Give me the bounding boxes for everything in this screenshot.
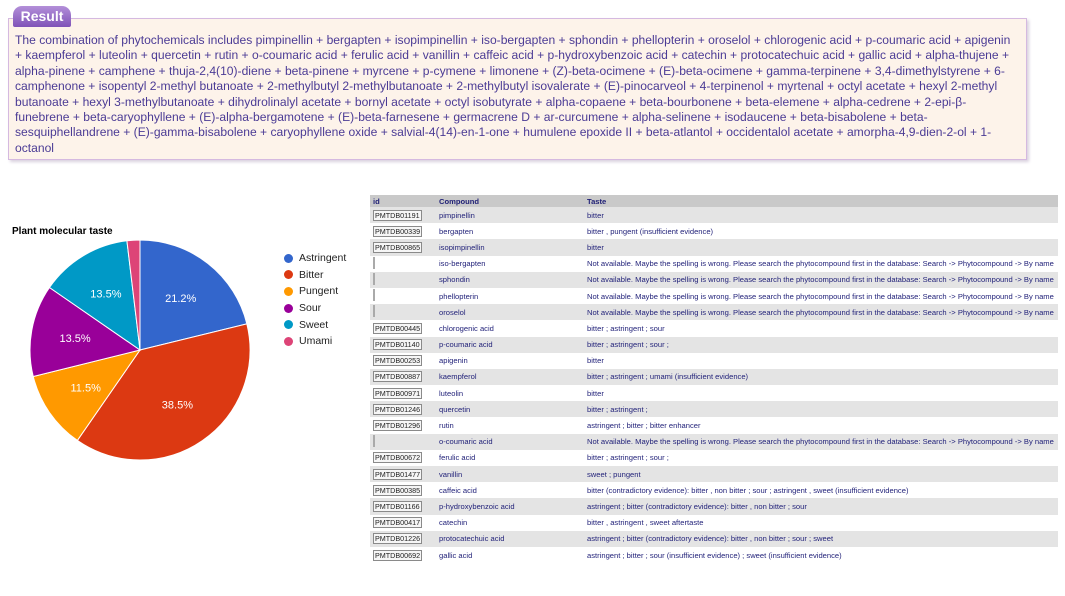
id-cell	[370, 304, 436, 320]
compound-id-field[interactable]	[373, 305, 375, 317]
pie-data-label: 13.5%	[90, 288, 122, 301]
compound-cell: o-coumaric acid	[436, 434, 584, 450]
taste-cell: Not available. Maybe the spelling is wrong. Please search the phytocompound first in the database: Search -> Phytocompound -> By name	[584, 434, 1058, 450]
table-row	[370, 304, 1058, 320]
id-cell	[370, 272, 436, 288]
taste-cell: bitter ; astringent ; sour ;	[584, 337, 1058, 353]
legend-item-astringent	[284, 250, 346, 267]
compound-id-field[interactable]	[373, 435, 375, 447]
table-header-row	[370, 195, 1058, 207]
table-row	[370, 515, 1058, 531]
header-id: id	[370, 195, 436, 207]
compound-id-field[interactable]: PMTDB00672	[375, 453, 421, 463]
taste-cell: astringent ; bitter (contradictory evidence): bitter , non bitter ; sour ; sweet	[584, 531, 1058, 547]
taste-cell: astringent ; bitter (contradictory evidence): bitter , non bitter ; sour	[584, 498, 1058, 514]
header-taste: Taste	[584, 195, 1058, 207]
legend-swatch	[284, 320, 293, 329]
taste-cell: astringent ; bitter ; sour (insufficient evidence) ; sweet (insufficient evidence)	[584, 547, 1058, 563]
id-cell	[370, 369, 436, 385]
compound-id-field[interactable]: PMTDB00692	[375, 550, 421, 560]
table-row	[370, 272, 1058, 288]
legend-swatch	[284, 270, 293, 279]
taste-cell: bitter	[584, 207, 1058, 223]
legend-swatch	[284, 254, 293, 263]
table-row	[370, 466, 1058, 482]
table-row	[370, 547, 1058, 563]
compound-cell: p-hydroxybenzoic acid	[436, 498, 584, 514]
compound-cell: iso-bergapten	[436, 256, 584, 272]
id-cell	[370, 207, 436, 223]
id-cell	[370, 288, 436, 304]
compound-id-field[interactable]: PMTDB00417	[375, 518, 421, 528]
legend-label: Umami	[299, 335, 333, 348]
legend-swatch	[284, 304, 293, 313]
compound-cell: phellopterin	[436, 288, 584, 304]
id-cell	[370, 385, 436, 401]
taste-cell: Not available. Maybe the spelling is wrong. Please search the phytocompound first in the database: Search -> Phytocompound -> By name	[584, 304, 1058, 320]
id-cell	[370, 320, 436, 336]
taste-cell: bitter	[584, 239, 1058, 255]
legend-label: Bitter	[299, 268, 324, 281]
id-cell	[370, 547, 436, 563]
table-row	[370, 498, 1058, 514]
legend-item-sour	[284, 300, 346, 317]
taste-cell: bitter ; astringent ; sour ;	[584, 450, 1058, 466]
compound-cell: pimpinellin	[436, 207, 584, 223]
table-body	[370, 207, 1058, 563]
compound-cell: catechin	[436, 515, 584, 531]
taste-cell: bitter ; astringent ; sour	[584, 320, 1058, 336]
legend-swatch	[284, 337, 293, 346]
compound-cell: oroselol	[436, 304, 584, 320]
compound-cell: apigenin	[436, 353, 584, 369]
taste-cell: bitter (contradictory evidence): bitter , non bitter ; sour ; astringent , sweet (insufficient evidence)	[584, 482, 1058, 498]
compound-cell: ferulic acid	[436, 450, 584, 466]
pie-chart	[0, 240, 280, 485]
pie-data-label: 21.2%	[165, 293, 197, 306]
legend-item-umami	[284, 333, 346, 350]
taste-cell: bitter ; astringent ;	[584, 401, 1058, 417]
id-cell	[370, 450, 436, 466]
compound-id-field[interactable]: PMTDB00445	[375, 323, 421, 333]
taste-cell: Not available. Maybe the spelling is wrong. Please search the phytocompound first in the database: Search -> Phytocompound -> By name	[584, 288, 1058, 304]
id-cell	[370, 515, 436, 531]
chart-title: Plant molecular taste	[12, 226, 113, 237]
compound-id-field[interactable]: PMTDB00971	[375, 388, 421, 398]
taste-cell: bitter , astringent , sweet aftertaste	[584, 515, 1058, 531]
table-row	[370, 450, 1058, 466]
table-row	[370, 239, 1058, 255]
taste-cell: Not available. Maybe the spelling is wrong. Please search the phytocompound first in the database: Search -> Phytocompound -> By name	[584, 272, 1058, 288]
id-cell	[370, 531, 436, 547]
compound-id-field[interactable]	[373, 257, 375, 269]
legend-label: Sour	[299, 302, 322, 315]
taste-cell: sweet ; pungent	[584, 466, 1058, 482]
id-cell	[370, 223, 436, 239]
table-row	[370, 385, 1058, 401]
taste-cell: bitter	[584, 353, 1058, 369]
id-cell	[370, 466, 436, 482]
table-row	[370, 401, 1058, 417]
result-text: The combination of phytochemicals includes pimpinellin + bergapten + isopimpinellin + iso-bergapten + sphondin + phellopterin + oroselol + chlorogenic acid + p-coumaric acid + apigenin + kaempferol + luteolin + quercetin + rutin + o-coumaric acid + ferulic acid + vanillin + caffeic acid + p-hydroxybenzoic acid + catechin + protocatechuic acid + gallic acid + alpha-thujene + alpha-pinene + camphene + thuja-2,4(10)-diene + beta-pinene + myrcene + p-cymene + limonene + (Z)-beta-ocimene + (E)-beta-ocimene + gamma-terpinene + 3,4-dimethylstyrene + 6-camphenone + isopentyl 2-methyl butanoate + 2-methylbutyl 2-methylbutanoate + 2-methylbutyl isovalerate + (E)-pinocarveol + 4-terpinenol + myrtenal + octyl acetate + hexyl 2-methyl butanoate + hexyl 3-methylbutanoate + dihydrolinalyl acetate + bornyl acetate + octyl isobutyrate + alpha-copaene + beta-bourbonene + beta-elemene + alpha-cedrene + 2-epi-β-funebrene + beta-caryophyllene + (E)-alpha-bergamotene + (E)-beta-farnesene + germacrene D + ar-curcumene + alpha-selinene + isodaucene + beta-bisabolene + beta-sesquiphellandrene + (E)-gamma-bisabolene + caryophyllene oxide + salvial-4(14)-en-1-one + humulene epoxide II + beta-atlantol + occidentalol acetate + amorpha-4,9-dien-2-ol + 1-octanol	[15, 33, 1011, 155]
legend-item-bitter	[284, 267, 346, 284]
compound-cell: caffeic acid	[436, 482, 584, 498]
compound-cell: luteolin	[436, 385, 584, 401]
id-cell	[370, 498, 436, 514]
id-cell	[370, 256, 436, 272]
compound-id-field[interactable]: PMTDB00339	[375, 226, 421, 236]
table-row	[370, 207, 1058, 223]
taste-cell: bitter	[584, 385, 1058, 401]
compound-cell: rutin	[436, 417, 584, 433]
taste-cell: bitter ; astringent ; umami (insufficient evidence)	[584, 369, 1058, 385]
id-cell	[370, 417, 436, 433]
compound-id-field[interactable]: PMTDB01166	[375, 501, 420, 511]
table-row	[370, 337, 1058, 353]
taste-cell: astringent ; bitter ; bitter enhancer	[584, 417, 1058, 433]
compound-cell: sphondin	[436, 272, 584, 288]
taste-table	[370, 195, 1058, 563]
id-cell	[370, 239, 436, 255]
table-row	[370, 256, 1058, 272]
compound-cell: isopimpinellin	[436, 239, 584, 255]
compound-cell: chlorogenic acid	[436, 320, 584, 336]
table-row	[370, 482, 1058, 498]
table-row	[370, 353, 1058, 369]
id-cell	[370, 337, 436, 353]
table-row	[370, 434, 1058, 450]
taste-cell: Not available. Maybe the spelling is wrong. Please search the phytocompound first in the database: Search -> Phytocompound -> By name	[584, 256, 1058, 272]
table-row	[370, 320, 1058, 336]
compound-id-field[interactable]: PMTDB01246	[375, 404, 421, 414]
legend-item-sweet	[284, 316, 346, 333]
legend-item-pungent	[284, 283, 346, 300]
compound-id-field[interactable]: PMTDB01140	[375, 340, 420, 350]
table-row	[370, 369, 1058, 385]
id-cell	[370, 482, 436, 498]
compound-cell: gallic acid	[436, 547, 584, 563]
pie-data-label: 11.5%	[70, 382, 101, 395]
pie-data-label: 13.5%	[59, 333, 91, 346]
compound-id-field[interactable]: PMTDB01226	[375, 534, 421, 544]
legend-swatch	[284, 287, 293, 296]
table-row	[370, 288, 1058, 304]
compound-id-field[interactable]: PMTDB00385	[375, 485, 421, 495]
compound-cell: kaempferol	[436, 369, 584, 385]
compound-cell: bergapten	[436, 223, 584, 239]
chart-legend	[284, 250, 346, 350]
taste-cell: bitter , pungent (insufficient evidence)	[584, 223, 1058, 239]
header-compound: Compound	[436, 195, 584, 207]
id-cell	[370, 353, 436, 369]
compound-cell: quercetin	[436, 401, 584, 417]
table-row	[370, 417, 1058, 433]
id-cell	[370, 434, 436, 450]
compound-id-field[interactable]: PMTDB00887	[375, 372, 421, 382]
compound-cell: p-coumaric acid	[436, 337, 584, 353]
compound-id-field[interactable]: PMTDB00865	[375, 242, 421, 252]
compound-cell: protocatechuic acid	[436, 531, 584, 547]
legend-label: Astringent	[299, 252, 347, 265]
compound-cell: vanillin	[436, 466, 584, 482]
id-cell	[370, 401, 436, 417]
compound-id-field[interactable]: PMTDB01191	[375, 210, 420, 220]
compound-id-field[interactable]	[373, 289, 375, 301]
pie-data-label: 38.5%	[161, 399, 194, 412]
legend-label: Sweet	[299, 318, 329, 331]
table-row	[370, 223, 1058, 239]
legend-label: Pungent	[299, 285, 339, 298]
table-row	[370, 531, 1058, 547]
result-tab-label: Result	[13, 6, 71, 27]
compound-id-field[interactable]: PMTDB00253	[375, 356, 421, 366]
compound-id-field[interactable]	[373, 273, 375, 285]
compound-id-field[interactable]: PMTDB01296	[375, 421, 421, 431]
compound-id-field[interactable]: PMTDB01477	[375, 469, 421, 479]
